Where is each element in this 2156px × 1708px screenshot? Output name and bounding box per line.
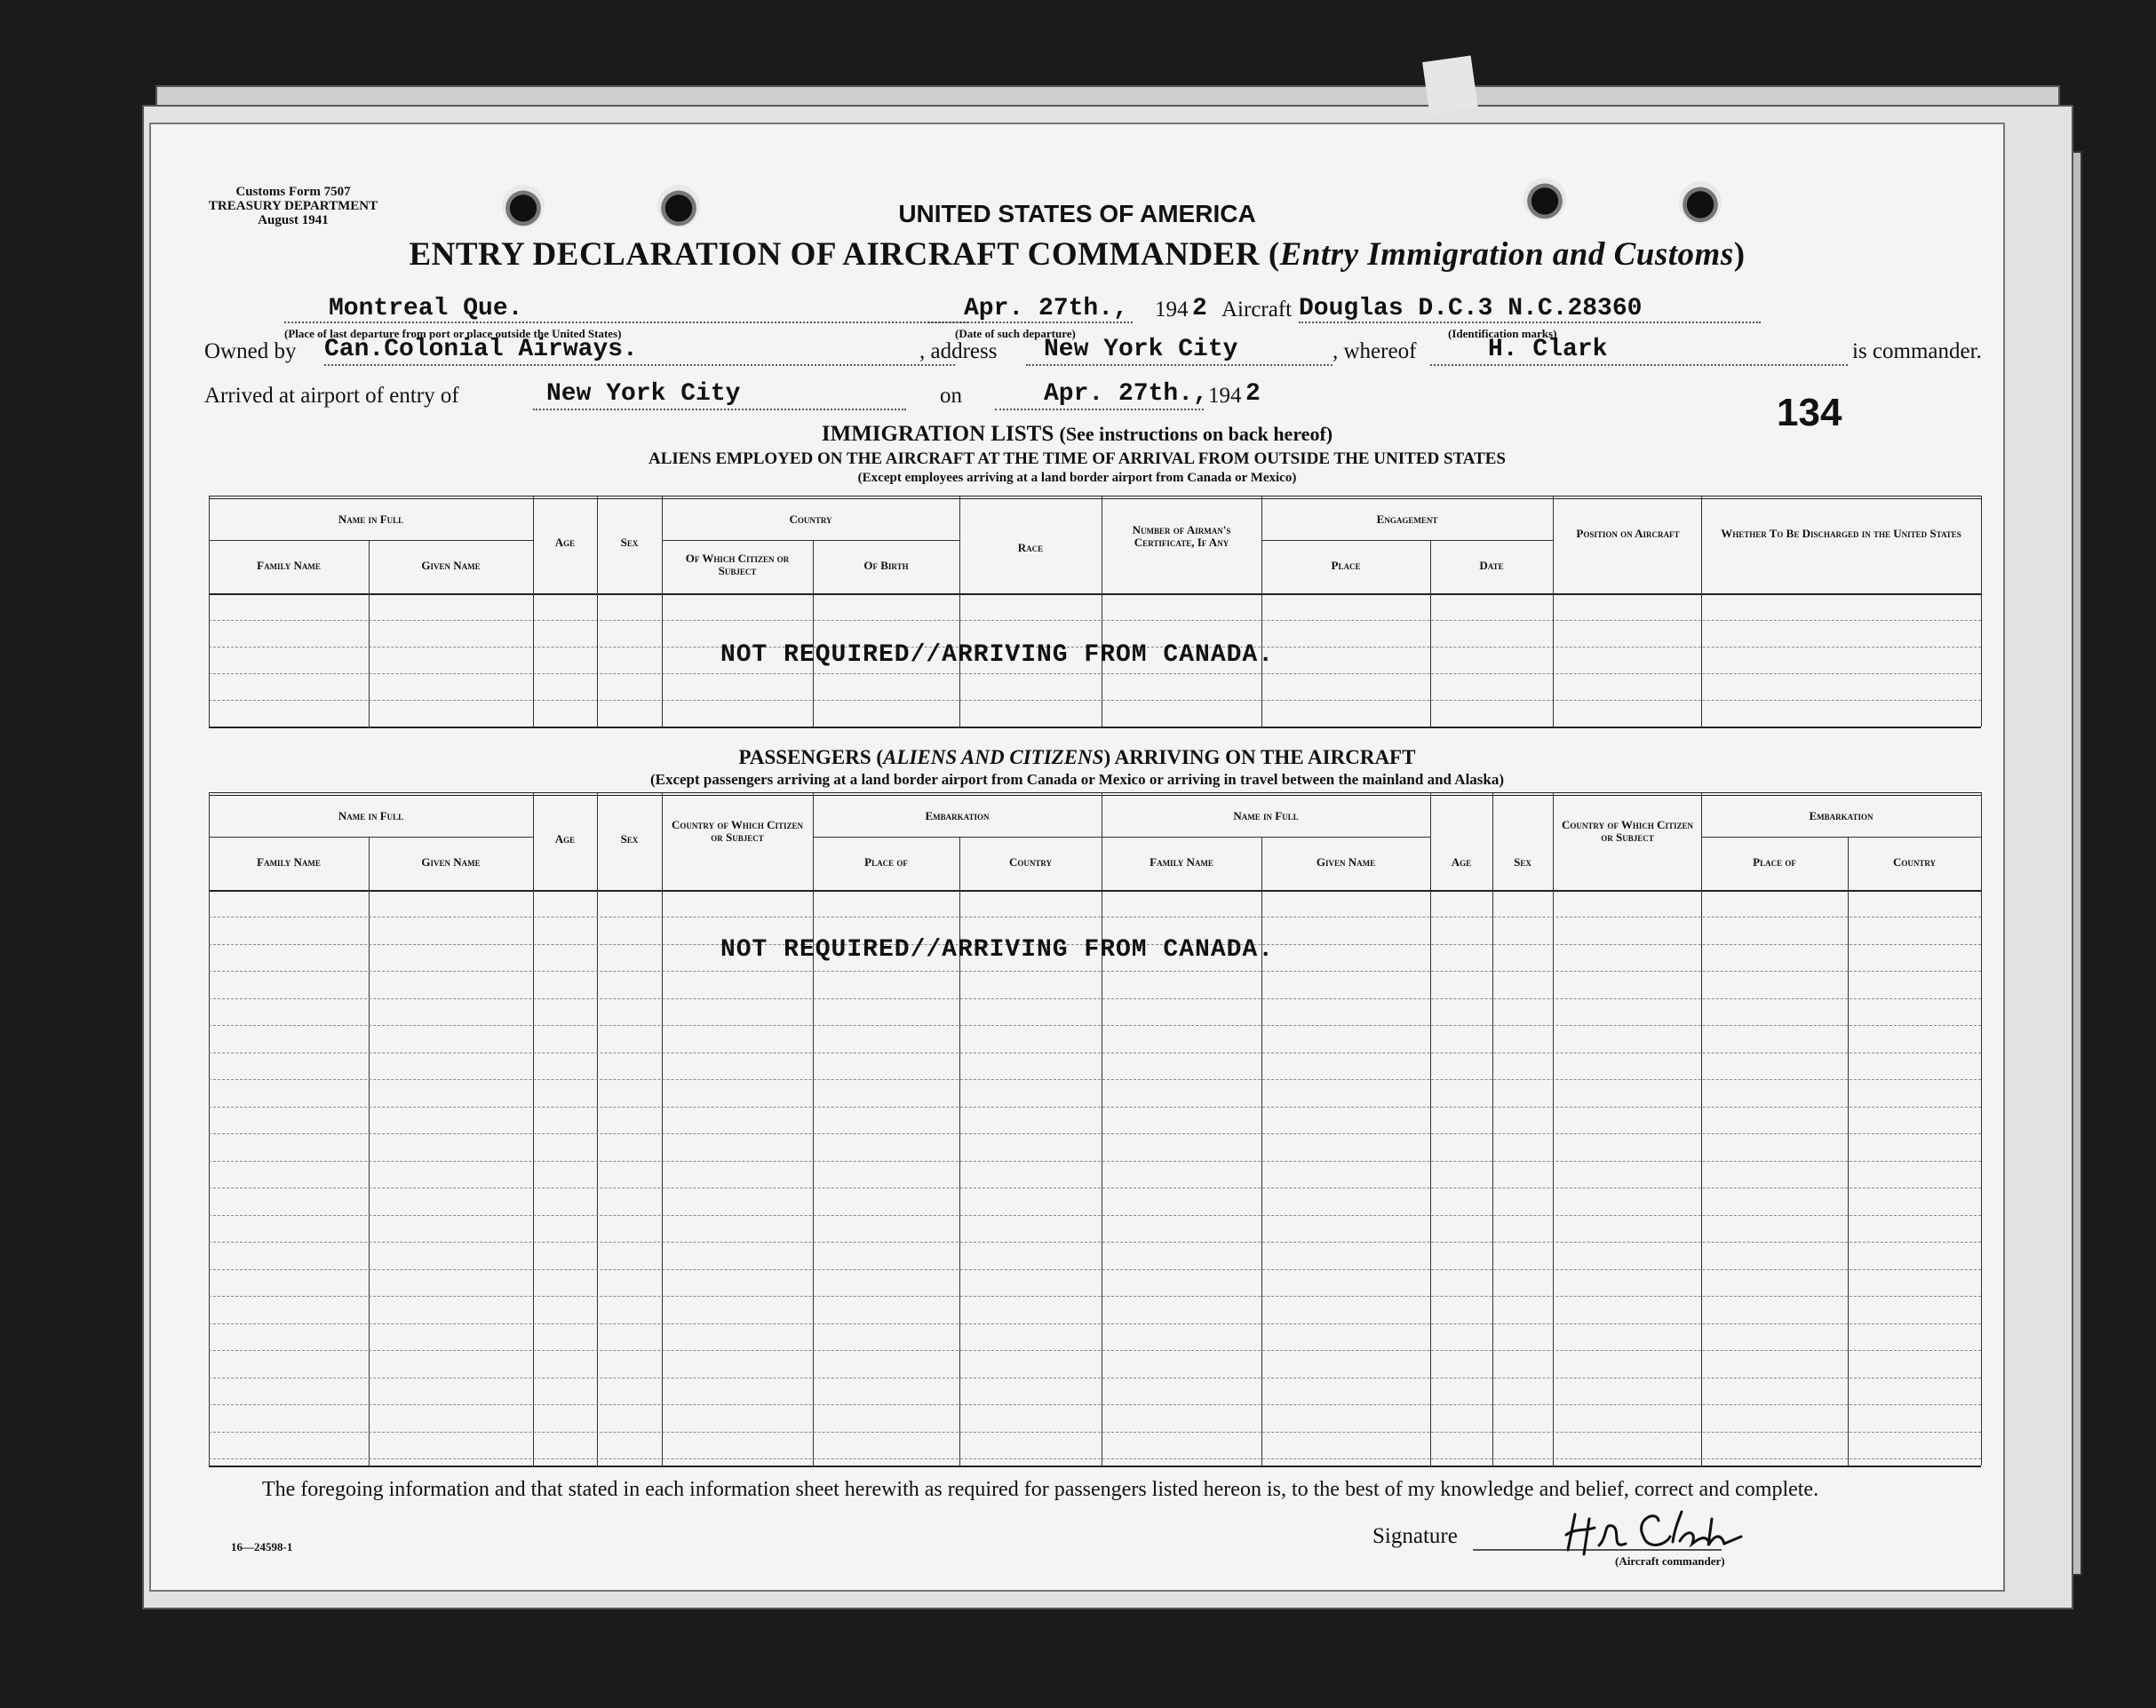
arrival-date-line <box>995 409 1204 410</box>
header-of-birth: Of Birth <box>863 559 909 572</box>
column-divider <box>209 496 210 727</box>
header-citizen-of: Of Which Citizen or Subject <box>685 552 790 577</box>
form-title-close: ) <box>1733 236 1746 273</box>
table-rule <box>209 792 1981 796</box>
column-divider <box>1981 496 1982 727</box>
header-age: Age <box>554 536 576 549</box>
aircraft-line <box>1299 322 1761 323</box>
departure-date: Apr. 27th., <box>964 295 1128 322</box>
column-divider <box>1492 792 1493 1466</box>
column-divider <box>662 792 663 1466</box>
immigration-title-note: (See instructions on back hereof) <box>1059 423 1333 445</box>
table-rule <box>209 727 1981 728</box>
header-divider <box>1701 837 1981 838</box>
header-sex: Sex <box>620 536 639 549</box>
header-given-name-2: Given Name <box>1316 855 1376 869</box>
commander-line <box>1430 364 1848 366</box>
immigration-title-text: IMMIGRATION LISTS <box>821 422 1054 446</box>
header-race: Race <box>1017 541 1044 554</box>
column-divider <box>533 496 534 727</box>
table-row <box>209 1079 1981 1080</box>
column-divider <box>1553 496 1554 727</box>
table-row <box>209 1350 1981 1351</box>
owned-by-label: Owned by <box>204 339 297 363</box>
header-name-in-full: Name in Full <box>338 512 404 526</box>
commander-name: H. Clark <box>1488 336 1608 363</box>
header-date: Date <box>1479 559 1504 572</box>
table-rule <box>209 593 1981 595</box>
column-divider <box>959 837 960 1466</box>
signature-caption: (Aircraft commander) <box>1615 1554 1725 1568</box>
header-embarkation-2: Embarkation <box>1809 809 1874 822</box>
header-age-2: Age <box>1451 855 1472 869</box>
header-place: Place <box>1331 559 1361 572</box>
arrival-airport: New York City <box>546 380 741 408</box>
header-family-name: Family Name <box>257 855 321 869</box>
form-title <box>151 235 2003 274</box>
address-label: , address <box>919 339 998 363</box>
table-row <box>209 673 1981 674</box>
owner-line <box>324 364 955 366</box>
table-row <box>209 917 1981 918</box>
table-row <box>209 1269 1981 1270</box>
passengers-title <box>151 746 2003 769</box>
arrival-year-prefix: 194 <box>1208 384 1242 408</box>
departure-place-line <box>284 322 968 323</box>
header-divider <box>662 540 959 541</box>
table-row <box>209 620 1981 621</box>
aliens-not-required-stamp: NOT REQUIRED//ARRIVING FROM CANADA. <box>720 641 1275 669</box>
table-row <box>209 1458 1981 1459</box>
departure-date-line <box>924 322 1133 323</box>
table-row <box>209 1025 1981 1026</box>
table-row <box>209 1107 1981 1108</box>
table-row <box>209 971 1981 972</box>
header-sex: Sex <box>620 832 639 846</box>
header-place-of-2: Place of <box>1753 855 1796 869</box>
aircraft-label: Aircraft <box>1221 298 1293 322</box>
owner-name: Can.Colonial Airways. <box>324 336 638 363</box>
signature-label: Signature <box>1372 1524 1458 1548</box>
table-row <box>209 998 1981 999</box>
column-divider <box>959 496 960 727</box>
column-divider <box>1430 792 1431 1466</box>
header-divider <box>1102 837 1430 838</box>
passengers-title-a: PASSENGERS ( <box>738 746 884 768</box>
form-number: Customs Form 7507 <box>235 185 351 199</box>
address-line <box>1026 364 1333 366</box>
column-divider <box>1261 837 1262 1466</box>
column-divider <box>1553 792 1554 1466</box>
column-divider <box>369 837 370 1466</box>
table-row <box>209 1404 1981 1405</box>
header-divider <box>209 837 533 838</box>
table-row <box>209 700 1981 701</box>
aliens-title: ALIENS EMPLOYED ON THE AIRCRAFT AT THE TIME OF ARRIVAL FROM OUTSIDE THE UNITED STATES <box>648 449 1506 468</box>
passengers-title-b: ) ARRIVING ON THE AIRCRAFT <box>1103 746 1416 768</box>
header-country-2: Country <box>1892 855 1937 869</box>
header-discharged: Whether To Be Discharged in the United States <box>1721 527 1961 540</box>
table-row <box>209 1296 1981 1297</box>
header-divider <box>209 540 533 541</box>
departure-year-prefix: 194 <box>1155 298 1189 322</box>
passengers-table <box>209 792 1981 1467</box>
form-title-main: ENTRY DECLARATION OF AIRCRAFT COMMANDER ( <box>409 236 1280 273</box>
page-number: 134 <box>1777 391 1842 434</box>
column-divider <box>1261 496 1262 727</box>
header-position: Position on Aircraft <box>1576 527 1680 540</box>
form-department: TREASURY DEPARTMENT <box>208 199 378 213</box>
passengers-subtitle: (Except passengers arriving at a land border airport from Canada or Mexico or arriving in travel between the mainland and Alaska) <box>649 771 1505 788</box>
arrival-airport-line <box>533 409 906 410</box>
table-row <box>209 1323 1981 1324</box>
departure-place-caption: (Place of last departure from port or place outside the United States) <box>284 327 622 340</box>
departure-place: Montreal Que. <box>329 295 523 322</box>
whereof-label: , whereof <box>1333 339 1417 363</box>
arrival-label: Arrived at airport of entry of <box>204 384 459 408</box>
header-place-of: Place of <box>864 855 908 869</box>
table-row <box>209 1242 1981 1243</box>
table-row <box>209 1432 1981 1433</box>
certification-text: The foregoing information and that stated in each information sheet herewith as required for passengers listed hereon is, to the best of my knowledge and belief, correct and complete. <box>262 1478 1819 1501</box>
arrival-year-digit: 2 <box>1245 380 1261 408</box>
header-age: Age <box>554 832 576 846</box>
form-title-italic: Entry Immigration and Customs <box>1279 236 1734 273</box>
column-divider <box>1848 837 1849 1466</box>
header-given-name: Given Name <box>421 855 481 869</box>
column-divider <box>1701 496 1702 727</box>
table-rule <box>209 496 1981 499</box>
header-divider <box>1261 540 1553 541</box>
immigration-title <box>151 422 2003 447</box>
header-sex-2: Sex <box>1514 855 1531 869</box>
column-divider <box>813 792 814 1466</box>
header-airman-certificate: Number of Airman's Certificate, If Any <box>1132 523 1231 549</box>
departure-year-digit: 2 <box>1192 295 1207 322</box>
header-divider <box>813 837 1102 838</box>
table-rule <box>209 890 1981 892</box>
form-page <box>149 123 2005 1592</box>
column-divider <box>662 496 663 727</box>
paper-tab <box>1422 55 1478 115</box>
column-divider <box>597 496 598 727</box>
header-country-citizen: Country of Which Citizen or Subject <box>672 818 803 844</box>
column-divider <box>533 792 534 1466</box>
table-row <box>209 1215 1981 1216</box>
arrival-on-label: on <box>940 384 962 408</box>
table-row <box>209 1161 1981 1162</box>
column-divider <box>597 792 598 1466</box>
column-divider <box>209 792 210 1466</box>
aliens-table <box>209 496 1981 728</box>
departure-date-caption: (Date of such departure) <box>955 327 1076 340</box>
header-name-in-full: Name in Full <box>338 809 404 822</box>
aliens-subtitle: (Except employees arriving at a land border airport from Canada or Mexico) <box>857 471 1297 485</box>
header-name-in-full-2: Name in Full <box>1233 809 1299 822</box>
header-family-name: Family Name <box>257 559 321 572</box>
owner-address: New York City <box>1044 336 1238 363</box>
table-rule <box>209 1466 1981 1467</box>
header-embarkation: Embarkation <box>925 809 990 822</box>
aircraft-identification: Douglas D.C.3 N.C.28360 <box>1299 295 1643 322</box>
header-family-name-2: Family Name <box>1150 855 1213 869</box>
passengers-title-italic: ALIENS AND CITIZENS <box>883 746 1104 768</box>
passengers-not-required-stamp: NOT REQUIRED//ARRIVING FROM CANADA. <box>720 936 1275 964</box>
column-divider <box>1981 792 1982 1466</box>
column-divider <box>1701 792 1702 1466</box>
header-country: Country <box>1008 855 1053 869</box>
table-row <box>209 1133 1981 1134</box>
aircraft-caption: (Identification marks) <box>1448 327 1557 340</box>
header-country-citizen-2: Country of Which Citizen or Subject <box>1562 818 1693 844</box>
commander-suffix: is commander. <box>1852 339 1982 363</box>
header-country: Country <box>789 512 832 526</box>
header-given-name: Given Name <box>421 559 481 572</box>
form-date: August 1941 <box>258 213 329 227</box>
header-engagement: Engagement <box>1376 512 1438 526</box>
country-title: UNITED STATES OF AMERICA <box>898 200 1256 227</box>
footer-code: 16—24598-1 <box>231 1540 293 1553</box>
arrival-date: Apr. 27th., <box>1044 380 1208 408</box>
